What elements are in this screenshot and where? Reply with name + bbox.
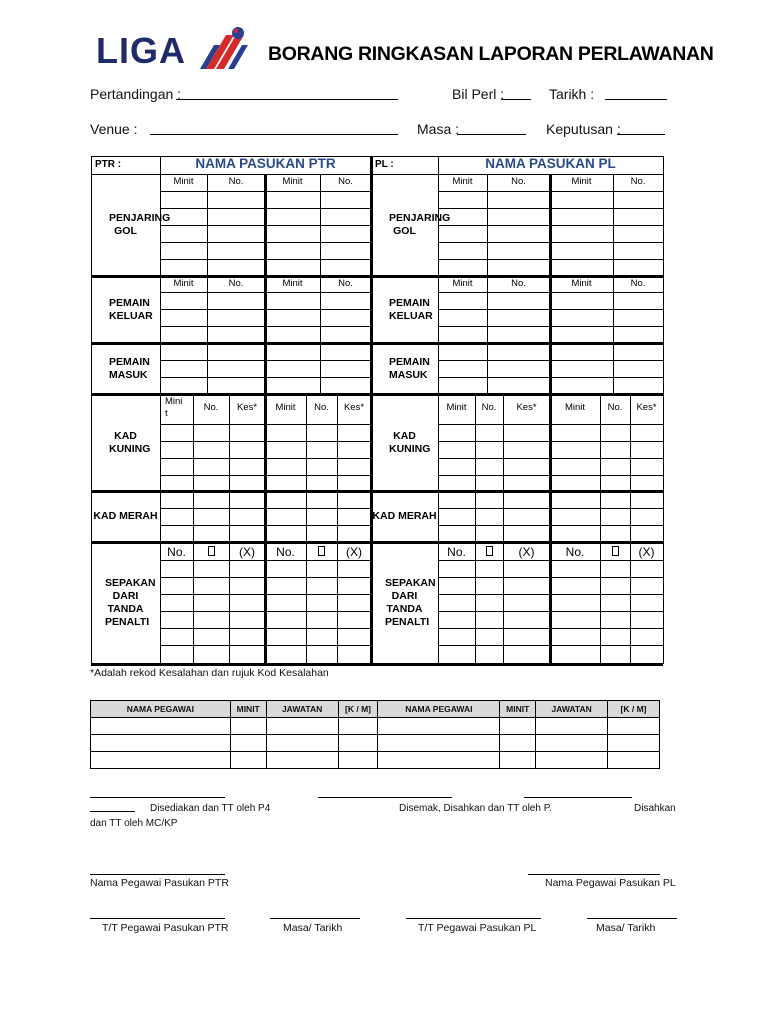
column-line: [600, 491, 601, 542]
column-line: [337, 491, 338, 542]
row-line: [160, 628, 371, 629]
row-line: [438, 309, 663, 310]
signature-line-mc[interactable]: [524, 797, 632, 798]
keputusan-label: Keputusan :: [546, 121, 621, 137]
column-line: [264, 343, 267, 394]
row-line: [438, 259, 663, 260]
name-line-pl[interactable]: [528, 874, 660, 875]
column-line: [193, 491, 194, 542]
row-line: [160, 441, 371, 442]
note-text: *Adalah rekod Kesalahan dan rujuk Kod Kesalahan: [90, 667, 329, 679]
row-line: [438, 628, 663, 629]
row-line: [160, 475, 371, 476]
pl-keluar-header-0: Minit: [452, 278, 473, 289]
page-title: BORANG RINGKASAN LAPORAN PERLAWANAN: [268, 43, 714, 65]
pl-kuning-header-1: No.: [481, 402, 497, 413]
row-line: [438, 360, 663, 361]
signature-line-p4-b[interactable]: [90, 811, 135, 812]
row-line: [160, 259, 371, 260]
row-line: [160, 424, 371, 425]
signature-line-p[interactable]: [318, 797, 452, 798]
tt-line-ptr[interactable]: [90, 918, 225, 919]
row-line: [160, 560, 371, 561]
logo-text: LIGA: [96, 30, 186, 71]
th-nama-pegawai-2: NAMA PEGAWAI: [378, 701, 500, 718]
prepared-text: Disediakan dan TT oleh P4: [150, 803, 271, 814]
table-row[interactable]: [91, 718, 660, 735]
ptr-kuning-header-0: Mini t: [165, 396, 183, 419]
row-line: [160, 225, 371, 226]
pl-kuning-header-4: No.: [607, 402, 623, 413]
band-separator: [91, 342, 663, 345]
pl-penalti-header-3: No.: [565, 545, 585, 559]
row-line: [438, 292, 663, 293]
ptr-label: PTR :: [95, 159, 122, 170]
pl-kad-merah-label: KAD MERAH: [372, 510, 437, 522]
ptr-label-col-line: [160, 156, 161, 664]
pl-penalti-header-0: No.: [447, 545, 466, 559]
name-pl-text: Nama Pegawai Pasukan PL: [545, 877, 676, 889]
score-box-icon: [318, 546, 325, 556]
masa-label: Masa :: [417, 121, 460, 137]
ptr-penjaring-gol-label: PENJARING GOL: [109, 212, 171, 237]
score-box-icon: [208, 546, 215, 556]
th-jawatan-2: JAWATAN: [536, 701, 608, 718]
masa-line-1[interactable]: [270, 918, 360, 919]
tt-line-pl[interactable]: [406, 918, 541, 919]
band-separator: [91, 490, 663, 493]
row-line: [438, 377, 663, 378]
column-line: [549, 343, 552, 394]
score-box-icon: [486, 546, 493, 556]
row-line: [438, 208, 663, 209]
column-line: [207, 343, 208, 394]
column-line: [229, 491, 230, 542]
column-line: [320, 343, 321, 394]
row-line: [160, 309, 371, 310]
venue-label: Venue :: [90, 121, 138, 137]
pl-label: PL :: [375, 159, 394, 170]
pl-penjaring-gol-label: PENJARING GOL: [389, 212, 451, 237]
table-row[interactable]: [91, 752, 660, 769]
row-line: [438, 441, 663, 442]
ptr-keluar-header-0: Minit: [173, 278, 194, 289]
ptr-kuning-header-3: Minit: [275, 402, 296, 413]
row-line: [160, 326, 371, 327]
column-line: [306, 491, 307, 542]
ptr-kuning-header-2: Kes*: [236, 402, 258, 413]
ptr-sepakan-label: SEPAKAN DARI TANDA PENALTI: [105, 577, 156, 628]
ptr-kuning-header-4: No.: [314, 402, 329, 413]
checked-text: Disemak, Disahkan dan TT oleh P.: [399, 803, 552, 814]
th-minit-1: MINIT: [230, 701, 266, 718]
column-line: [630, 491, 631, 542]
row-line: [160, 611, 371, 612]
column-line: [613, 343, 614, 394]
masa-line-2[interactable]: [587, 918, 677, 919]
pl-keluar-header-3: No.: [630, 278, 646, 289]
pl-kuning-header-5: Kes*: [636, 402, 657, 413]
pl-penalti-header-2: (X): [518, 545, 535, 559]
th-jawatan-1: JAWATAN: [266, 701, 338, 718]
row-line: [438, 560, 663, 561]
row-line: [438, 191, 663, 192]
row-line: [438, 475, 663, 476]
approved-text-a: Disahkan: [634, 803, 676, 814]
ptr-kuning-header-1: No.: [203, 402, 219, 413]
row-line: [160, 508, 371, 509]
column-line: [549, 491, 552, 542]
ptr-gol-header-0: Minit: [173, 176, 194, 187]
pl-penalti-header-1: [475, 545, 503, 559]
ptr-penalti-header-4: [306, 545, 337, 559]
pl-team-name: NAMA PASUKAN PL: [485, 156, 616, 171]
pl-penalti-header-5: (X): [638, 545, 655, 559]
th-minit-2: MINIT: [500, 701, 536, 718]
row-line: [160, 208, 371, 209]
column-line: [475, 491, 476, 542]
pl-pemain-masuk-label: PEMAIN MASUK: [389, 355, 430, 381]
name-line-ptr[interactable]: [90, 874, 225, 875]
column-line: [503, 491, 504, 542]
row-line: [160, 594, 371, 595]
row-line: [438, 577, 663, 578]
pl-keluar-header-1: No.: [511, 278, 526, 289]
ptr-pemain-masuk-label: PEMAIN MASUK: [109, 355, 150, 381]
row-line: [160, 577, 371, 578]
row-line: [438, 645, 663, 646]
table-row[interactable]: [91, 735, 660, 752]
row-line: [160, 191, 371, 192]
row-line: [160, 458, 371, 459]
row-line: [438, 594, 663, 595]
name-ptr-text: Nama Pegawai Pasukan PTR: [90, 877, 229, 889]
pl-kuning-header-0: Minit: [446, 402, 467, 413]
masa-tarikh-2-text: Masa/ Tarikh: [596, 922, 656, 934]
th-km-2: [K / M]: [608, 701, 660, 718]
pl-gol-header-1: No.: [511, 176, 526, 187]
row-line: [160, 645, 371, 646]
ptr-penalti-header-2: (X): [239, 545, 255, 559]
band-separator: [91, 541, 663, 544]
ptr-keluar-header-2: Minit: [282, 278, 303, 289]
pl-kuning-header-2: Kes*: [516, 402, 537, 413]
ptr-gol-header-3: No.: [338, 176, 353, 187]
score-box-icon: [612, 546, 619, 556]
pl-kad-kuning-label: KAD KUNING: [389, 429, 431, 455]
th-nama-pegawai-1: NAMA PEGAWAI: [91, 701, 231, 718]
ptr-keluar-header-3: No.: [338, 278, 353, 289]
pertandingan-label: Pertandingan :: [90, 86, 182, 102]
column-line: [264, 491, 267, 542]
officials-table: [90, 700, 660, 769]
ptr-kad-kuning-label: KAD KUNING: [109, 429, 151, 455]
row-line: [160, 360, 371, 361]
ptr-kuning-header-5: Kes*: [343, 402, 365, 413]
ptr-penalti-header-0: No.: [167, 545, 186, 559]
ptr-penalti-header-5: (X): [346, 545, 362, 559]
signature-line-p4[interactable]: [90, 797, 225, 798]
column-line: [487, 343, 488, 394]
ptr-penalti-header-1: [193, 545, 229, 559]
pl-keluar-header-2: Minit: [571, 278, 592, 289]
row-line: [438, 225, 663, 226]
approved-text-b: dan TT oleh MC/KP: [90, 818, 178, 829]
masa-tarikh-1-text: Masa/ Tarikh: [283, 922, 343, 934]
ptr-penalti-header-3: No.: [276, 545, 295, 559]
row-line: [438, 424, 663, 425]
pl-gol-header-2: Minit: [571, 176, 592, 187]
grid-bottom-border: [91, 663, 663, 666]
grid-right-border: [663, 156, 664, 664]
row-line: [438, 326, 663, 327]
ptr-pemain-keluar-label: PEMAIN KELUAR: [109, 296, 153, 322]
tt-pl-text: T/T Pegawai Pasukan PL: [418, 922, 537, 934]
ptr-gol-header-2: Minit: [282, 176, 303, 187]
pl-penalti-header-4: [600, 545, 630, 559]
pl-gol-header-3: No.: [630, 176, 646, 187]
bil-perl-label: Bil Perl :: [452, 86, 505, 102]
ptr-kad-merah-label: KAD MERAH: [93, 510, 158, 522]
officials-header-row: [91, 701, 660, 718]
row-line: [438, 242, 663, 243]
grid-subheader-line: [91, 174, 663, 175]
pl-gol-header-0: Minit: [452, 176, 473, 187]
row-line: [438, 508, 663, 509]
row-line: [160, 292, 371, 293]
row-line: [438, 525, 663, 526]
row-line: [160, 242, 371, 243]
row-line: [160, 377, 371, 378]
tarikh-label: Tarikh :: [549, 86, 595, 102]
th-km-1: [K / M]: [338, 701, 378, 718]
ptr-keluar-header-1: No.: [228, 278, 244, 289]
tt-ptr-text: T/T Pegawai Pasukan PTR: [102, 922, 229, 934]
pl-kuning-header-3: Minit: [564, 402, 586, 413]
pl-pemain-keluar-label: PEMAIN KELUAR: [389, 296, 433, 322]
row-line: [438, 611, 663, 612]
row-line: [160, 525, 371, 526]
row-line: [438, 458, 663, 459]
pl-sepakan-label: SEPAKAN DARI TANDA PENALTI: [385, 577, 436, 628]
ptr-gol-header-1: No.: [228, 176, 244, 187]
ptr-team-name: NAMA PASUKAN PTR: [195, 156, 336, 171]
